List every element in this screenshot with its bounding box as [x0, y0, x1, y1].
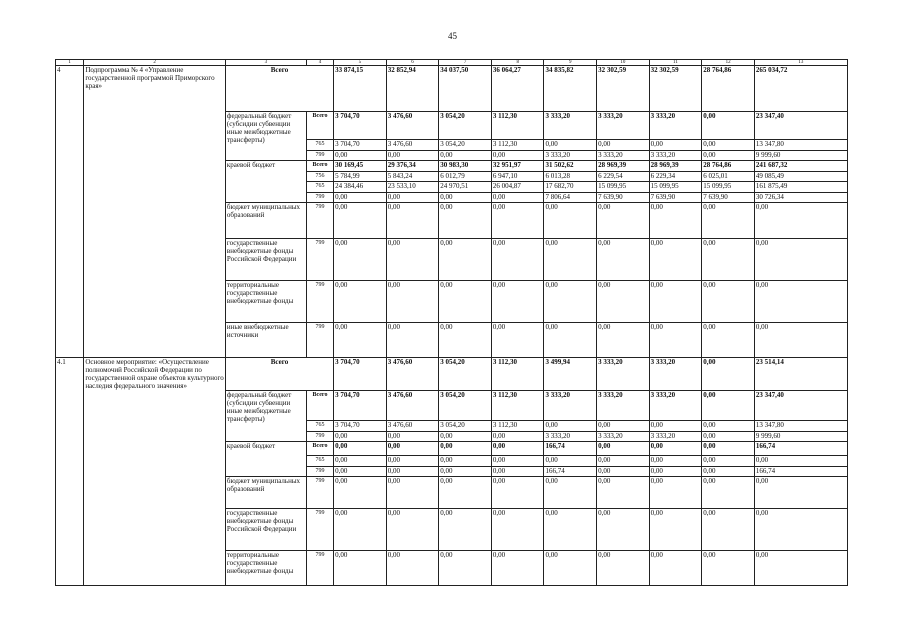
value-cell: 0,00 [386, 150, 439, 161]
value-cell: 0,00 [386, 477, 439, 509]
value-cell: 0,00 [439, 150, 492, 161]
value-cell: 3 704,70 [334, 421, 387, 432]
value-cell: 0,00 [334, 442, 387, 456]
value-cell: 0,00 [491, 150, 544, 161]
value-cell: 28 969,39 [649, 161, 702, 172]
column-number: 2 [84, 60, 226, 66]
value-cell: 0,00 [754, 477, 847, 509]
value-cell: 0,00 [334, 150, 387, 161]
value-cell: 0,00 [754, 551, 847, 586]
value-cell: 0,00 [491, 456, 544, 467]
value-cell: 0,00 [754, 323, 847, 358]
value-cell: 6 025,01 [702, 171, 755, 182]
value-cell: 3 112,30 [491, 140, 544, 151]
total-value-cell: 28 764,86 [702, 66, 755, 112]
value-cell: 0,00 [386, 203, 439, 239]
value-cell: 0,00 [334, 551, 387, 586]
column-number: 1 [56, 60, 84, 66]
value-cell: 0,00 [597, 203, 650, 239]
value-cell: 15 099,95 [702, 182, 755, 193]
value-cell: 241 687,32 [754, 161, 847, 172]
value-cell: 0,00 [334, 323, 387, 358]
value-cell: 0,00 [386, 456, 439, 467]
funding-source-label: федеральный бюджет (субсидии субвенции иные межбюджетные трансферты) [225, 391, 306, 442]
value-cell: 13 347,80 [754, 421, 847, 432]
value-cell: 0,00 [702, 551, 755, 586]
page-number: 45 [448, 31, 457, 41]
value-cell: 30 169,45 [334, 161, 387, 172]
value-cell: 0,00 [386, 239, 439, 281]
table-body [56, 60, 848, 586]
budget-code: 765 [306, 421, 333, 432]
value-cell: 0,00 [491, 281, 544, 323]
value-cell: 6 013,28 [544, 171, 597, 182]
value-cell: 0,00 [334, 456, 387, 467]
value-cell: 3 476,60 [386, 421, 439, 432]
value-cell: 0,00 [386, 281, 439, 323]
value-cell: 3 054,20 [439, 140, 492, 151]
value-cell: 0,00 [649, 323, 702, 358]
value-cell: 0,00 [649, 421, 702, 432]
value-cell: 0,00 [386, 466, 439, 477]
value-cell: 0,00 [491, 551, 544, 586]
value-cell: 23 533,10 [386, 182, 439, 193]
value-cell: 161 875,49 [754, 182, 847, 193]
section-number: 4.1 [56, 358, 84, 586]
budget-code: Всего [306, 442, 333, 456]
value-cell: 23 347,40 [754, 391, 847, 421]
funding-source-label: бюджет муниципальных образований [225, 477, 306, 509]
value-cell: 0,00 [754, 456, 847, 467]
budget-code: 799 [306, 203, 333, 239]
budget-code: Всего [306, 161, 333, 172]
value-cell: 0,00 [597, 466, 650, 477]
value-cell: 15 099,95 [649, 182, 702, 193]
value-cell: 17 682,70 [544, 182, 597, 193]
section-total-row [56, 358, 848, 391]
total-value-cell: 3 333,20 [597, 358, 650, 391]
value-cell: 0,00 [649, 509, 702, 551]
value-cell: 0,00 [649, 140, 702, 151]
value-cell: 0,00 [597, 323, 650, 358]
value-cell: 0,00 [702, 456, 755, 467]
funding-source-label: территориальные государственные внебюджетные фонды [225, 281, 306, 323]
value-cell: 0,00 [544, 421, 597, 432]
value-cell: 0,00 [754, 509, 847, 551]
value-cell: 0,00 [439, 509, 492, 551]
value-cell: 0,00 [702, 421, 755, 432]
value-cell: 0,00 [597, 551, 650, 586]
value-cell: 3 333,20 [649, 431, 702, 442]
value-cell: 0,00 [491, 203, 544, 239]
value-cell: 0,00 [754, 239, 847, 281]
value-cell: 0,00 [334, 203, 387, 239]
value-cell: 49 085,49 [754, 171, 847, 182]
value-cell: 30 983,30 [439, 161, 492, 172]
value-cell: 0,00 [334, 239, 387, 281]
value-cell: 3 333,20 [544, 391, 597, 421]
value-cell: 166,74 [544, 466, 597, 477]
value-cell: 0,00 [439, 203, 492, 239]
column-number: 8 [491, 60, 544, 66]
funding-source-label: федеральный бюджет (субсидии субвенции иные межбюджетные трансферты) [225, 112, 306, 161]
value-cell: 0,00 [702, 442, 755, 456]
total-value-cell: 3 112,30 [491, 358, 544, 391]
value-cell: 0,00 [702, 150, 755, 161]
value-cell: 3 333,20 [544, 150, 597, 161]
value-cell: 0,00 [439, 192, 492, 203]
budget-code: Всего [306, 112, 333, 140]
value-cell: 0,00 [544, 551, 597, 586]
value-cell: 30 726,34 [754, 192, 847, 203]
value-cell: 23 347,40 [754, 112, 847, 140]
value-cell: 0,00 [702, 112, 755, 140]
value-cell: 0,00 [439, 431, 492, 442]
value-cell: 3 704,70 [334, 391, 387, 421]
value-cell: 0,00 [491, 509, 544, 551]
value-cell: 28 969,39 [597, 161, 650, 172]
value-cell: 0,00 [439, 466, 492, 477]
total-value-cell: 3 333,20 [649, 358, 702, 391]
value-cell: 0,00 [597, 509, 650, 551]
value-cell: 0,00 [544, 281, 597, 323]
value-cell: 6 229,54 [597, 171, 650, 182]
value-cell: 0,00 [702, 239, 755, 281]
value-cell: 3 112,30 [491, 112, 544, 140]
value-cell: 0,00 [597, 281, 650, 323]
value-cell: 0,00 [649, 281, 702, 323]
value-cell: 0,00 [334, 192, 387, 203]
section-total-row [56, 66, 848, 112]
value-cell: 0,00 [702, 431, 755, 442]
budget-code: 799 [306, 239, 333, 281]
total-label: Всего [225, 66, 333, 112]
value-cell: 6 947,10 [491, 171, 544, 182]
value-cell: 3 333,20 [649, 150, 702, 161]
total-value-cell: 34 037,50 [439, 66, 492, 112]
funding-source-label: краевой бюджет [225, 161, 306, 203]
budget-code: 799 [306, 431, 333, 442]
budget-code: 765 [306, 456, 333, 467]
total-label: Всего [225, 358, 333, 391]
value-cell: 0,00 [702, 140, 755, 151]
value-cell: 0,00 [386, 431, 439, 442]
value-cell: 15 099,95 [597, 182, 650, 193]
column-number: 4 [306, 60, 333, 66]
total-value-cell: 3 054,20 [439, 358, 492, 391]
funding-source-label: государственные внебюджетные фонды Российской Федерации [225, 509, 306, 551]
value-cell: 3 054,20 [439, 112, 492, 140]
value-cell: 3 333,20 [597, 150, 650, 161]
value-cell: 0,00 [491, 477, 544, 509]
value-cell: 7 639,90 [649, 192, 702, 203]
value-cell: 3 054,20 [439, 391, 492, 421]
value-cell: 3 333,20 [544, 112, 597, 140]
column-number: 12 [702, 60, 755, 66]
value-cell: 0,00 [491, 431, 544, 442]
value-cell: 3 476,60 [386, 391, 439, 421]
value-cell: 0,00 [544, 456, 597, 467]
value-cell: 24 970,51 [439, 182, 492, 193]
total-value-cell: 32 302,59 [649, 66, 702, 112]
total-value-cell: 265 034,72 [754, 66, 847, 112]
value-cell: 0,00 [544, 477, 597, 509]
value-cell: 0,00 [649, 442, 702, 456]
column-number: 11 [649, 60, 702, 66]
value-cell: 0,00 [649, 456, 702, 467]
value-cell: 5 843,24 [386, 171, 439, 182]
value-cell: 0,00 [597, 456, 650, 467]
budget-code: Всего [306, 391, 333, 421]
value-cell: 7 639,90 [702, 192, 755, 203]
budget-code: 765 [306, 182, 333, 193]
section-title: Подпрограмма № 4 «Управление государственной программой Приморского края» [84, 66, 226, 358]
value-cell: 26 004,87 [491, 182, 544, 193]
value-cell: 28 764,86 [702, 161, 755, 172]
section-number: 4 [56, 66, 84, 358]
value-cell: 0,00 [649, 551, 702, 586]
value-cell: 0,00 [544, 239, 597, 281]
value-cell: 3 333,20 [649, 391, 702, 421]
value-cell: 6 012,79 [439, 171, 492, 182]
budget-code: 799 [306, 281, 333, 323]
value-cell: 0,00 [649, 203, 702, 239]
value-cell: 0,00 [702, 391, 755, 421]
value-cell: 166,74 [754, 466, 847, 477]
value-cell: 0,00 [702, 466, 755, 477]
value-cell: 0,00 [649, 466, 702, 477]
column-number: 5 [334, 60, 387, 66]
value-cell: 3 333,20 [649, 112, 702, 140]
budget-code: 799 [306, 509, 333, 551]
total-value-cell: 32 302,59 [597, 66, 650, 112]
budget-table [55, 59, 848, 586]
total-value-cell: 33 874,15 [334, 66, 387, 112]
value-cell: 0,00 [491, 442, 544, 456]
value-cell: 0,00 [439, 477, 492, 509]
value-cell: 0,00 [702, 323, 755, 358]
budget-code: 799 [306, 477, 333, 509]
value-cell: 0,00 [334, 281, 387, 323]
value-cell: 3 704,70 [334, 140, 387, 151]
value-cell: 0,00 [386, 323, 439, 358]
value-cell: 0,00 [597, 477, 650, 509]
value-cell: 3 704,70 [334, 112, 387, 140]
total-value-cell: 3 499,94 [544, 358, 597, 391]
value-cell: 31 502,62 [544, 161, 597, 172]
value-cell: 3 476,60 [386, 140, 439, 151]
value-cell: 0,00 [544, 509, 597, 551]
value-cell: 0,00 [702, 281, 755, 323]
total-value-cell: 36 064,27 [491, 66, 544, 112]
value-cell: 0,00 [597, 239, 650, 281]
value-cell: 29 376,34 [386, 161, 439, 172]
value-cell: 0,00 [702, 477, 755, 509]
column-number: 3 [225, 60, 306, 66]
value-cell: 0,00 [439, 551, 492, 586]
value-cell: 3 476,60 [386, 112, 439, 140]
total-value-cell: 0,00 [702, 358, 755, 391]
value-cell: 0,00 [439, 456, 492, 467]
value-cell: 0,00 [439, 323, 492, 358]
total-value-cell: 32 852,94 [386, 66, 439, 112]
value-cell: 3 333,20 [544, 431, 597, 442]
value-cell: 0,00 [597, 140, 650, 151]
value-cell: 5 784,99 [334, 171, 387, 182]
value-cell: 0,00 [439, 442, 492, 456]
value-cell: 0,00 [386, 509, 439, 551]
budget-code: 765 [306, 140, 333, 151]
value-cell: 0,00 [544, 323, 597, 358]
budget-code: 756 [306, 171, 333, 182]
value-cell: 0,00 [334, 466, 387, 477]
value-cell: 0,00 [702, 509, 755, 551]
value-cell: 3 112,30 [491, 391, 544, 421]
total-value-cell: 23 514,14 [754, 358, 847, 391]
value-cell: 0,00 [597, 442, 650, 456]
section-title: Основное мероприятие: «Осуществление полномочий Российской Федерации по государственной охране объектов культурного наследия федерального значения» [84, 358, 226, 586]
value-cell: 166,74 [754, 442, 847, 456]
value-cell: 0,00 [544, 203, 597, 239]
value-cell: 166,74 [544, 442, 597, 456]
column-number: 6 [386, 60, 439, 66]
value-cell: 0,00 [544, 140, 597, 151]
value-cell: 13 347,80 [754, 140, 847, 151]
value-cell: 0,00 [754, 281, 847, 323]
value-cell: 0,00 [491, 239, 544, 281]
value-cell: 0,00 [386, 442, 439, 456]
value-cell: 0,00 [649, 477, 702, 509]
value-cell: 0,00 [334, 477, 387, 509]
total-value-cell: 34 835,82 [544, 66, 597, 112]
funding-source-label: государственные внебюджетные фонды Российской Федерации [225, 239, 306, 281]
budget-code: 799 [306, 323, 333, 358]
total-value-cell: 3 476,60 [386, 358, 439, 391]
value-cell: 0,00 [491, 192, 544, 203]
column-number: 10 [597, 60, 650, 66]
value-cell: 0,00 [491, 323, 544, 358]
value-cell: 0,00 [597, 421, 650, 432]
value-cell: 7 639,90 [597, 192, 650, 203]
value-cell: 6 229,34 [649, 171, 702, 182]
value-cell: 0,00 [386, 192, 439, 203]
funding-source-label: краевой бюджет [225, 442, 306, 477]
budget-code: 799 [306, 192, 333, 203]
value-cell: 0,00 [754, 203, 847, 239]
value-cell: 3 333,20 [597, 391, 650, 421]
value-cell: 0,00 [439, 281, 492, 323]
value-cell: 0,00 [649, 239, 702, 281]
value-cell: 0,00 [702, 203, 755, 239]
value-cell: 7 806,64 [544, 192, 597, 203]
value-cell: 3 333,20 [597, 431, 650, 442]
value-cell: 0,00 [491, 466, 544, 477]
value-cell: 3 333,20 [597, 112, 650, 140]
column-number: 7 [439, 60, 492, 66]
budget-code: 799 [306, 551, 333, 586]
value-cell: 3 112,30 [491, 421, 544, 432]
budget-code: 799 [306, 150, 333, 161]
total-value-cell: 3 704,70 [334, 358, 387, 391]
value-cell: 0,00 [334, 431, 387, 442]
column-number: 9 [544, 60, 597, 66]
value-cell: 24 384,46 [334, 182, 387, 193]
value-cell: 0,00 [386, 551, 439, 586]
column-number: 13 [754, 60, 847, 66]
budget-code: 799 [306, 466, 333, 477]
value-cell: 9 999,60 [754, 150, 847, 161]
value-cell: 3 054,20 [439, 421, 492, 432]
funding-source-label: территориальные государственные внебюджетные фонды [225, 551, 306, 586]
value-cell: 0,00 [334, 509, 387, 551]
funding-source-label: бюджет муниципальных образований [225, 203, 306, 239]
funding-source-label: иные внебюджетные источники [225, 323, 306, 358]
value-cell: 9 999,60 [754, 431, 847, 442]
value-cell: 0,00 [439, 239, 492, 281]
value-cell: 32 951,97 [491, 161, 544, 172]
